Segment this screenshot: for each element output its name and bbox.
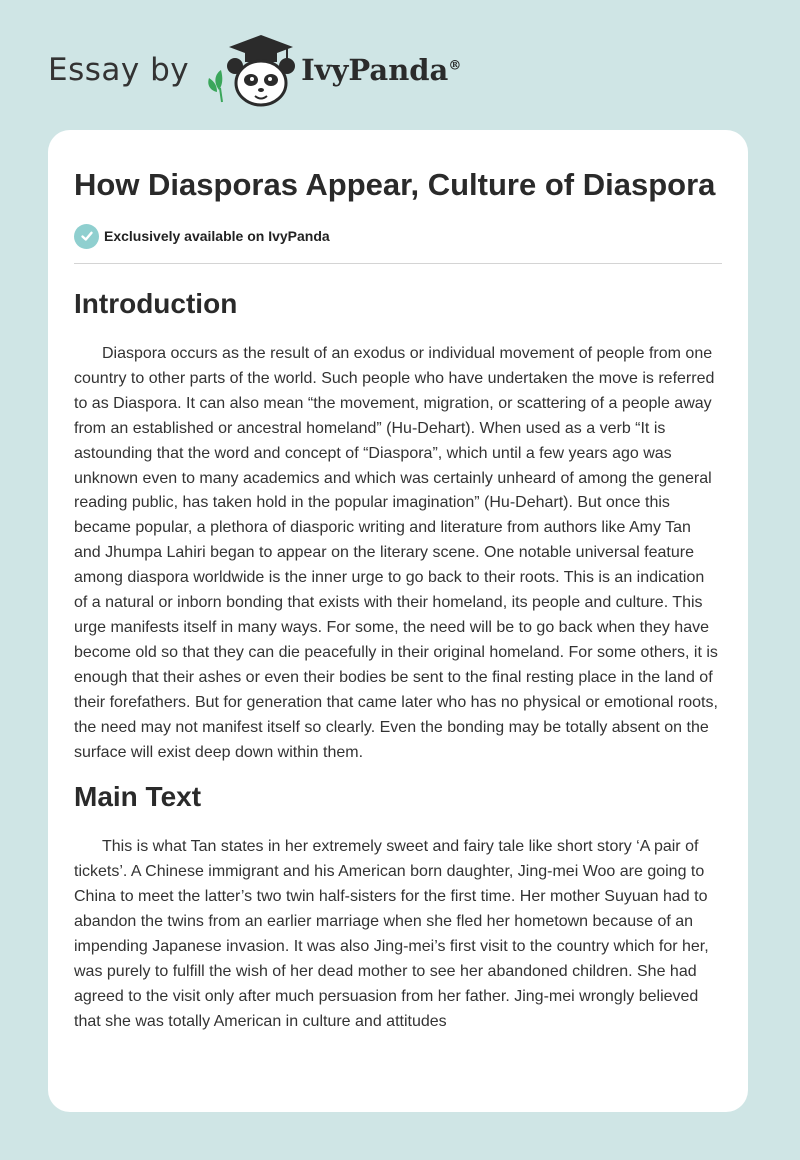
exclusive-badge (74, 222, 722, 250)
essay-card (48, 130, 748, 1112)
section-paragraph-main-text: This is what Tan states in her extremely sweet and fairy tale like short story ‘A pair of tickets’. A Chinese immigrant and his American born daughter, Jing-mei Woo are going to China to meet the latter’s two twin half-sisters for the first time. Her mother Suyuan had to abandon the twins from an earlier marriage when she fled her hometown because of an impending Japanese invasion. It was also Jing-mei’s first visit to the country which for her, was purely to fulfill the wish of her dead mother to see her abandoned children. She had agreed to the visit only after much persuasion from her father. Jing-mei wrongly believed that she was totally American in culture and attitudes (74, 838, 709, 1030)
site-header (48, 30, 461, 110)
section-paragraph-introduction: Diaspora occurs as the result of an exodus or individual movement of people from one country to other parts of the world. Such people who have undertaken the move is referred to as Diaspora. It can also mean “the movement, migration, or scattering of a people away from an established or ancestral homeland” (Hu-Dehart). When used as a verb “It is astounding that the word and concept of “Diaspora”, which until a few years ago was unknown even to many academics and which was certainly unheard of among the general reading public, has taken hold in the popular imagination” (Hu-Dehart). But once this became popular, a plethora of diasporic writing and literature from authors like Amy Tan and Jhumpa Lahiri began to appear on the literary scene. One notable universal feature among diaspora worldwide is the inner urge to go back to their roots. This is an indication of a natural or inborn bonding that exists with their homeland, its people and culture. This urge manifests itself in many ways. For some, the need will be to go back when they have become old so that they can die peacefully in their original homeland. For some others, it is enough that their ashes or even their bodies be sent to the final resting place in the land of their forefathers. But for generation that came later who has no physical or emotional roots, the need may not manifest itself so clearly. Even the bonding may be totally absent on the surface will exist deep down within them. (74, 345, 718, 761)
registered-mark: ® (448, 58, 462, 74)
section-heading-introduction: Introduction (74, 288, 238, 319)
brand-name[interactable]: IvyPanda® (301, 53, 462, 87)
page-title: How Diasporas Appear, Culture of Diaspora (74, 167, 716, 202)
badge-text: Exclusively available on IvyPanda (104, 228, 330, 244)
divider (74, 263, 722, 264)
check-icon (74, 224, 99, 249)
panda-graduate-icon[interactable] (203, 30, 295, 110)
essay-by-label: Essay by (48, 52, 190, 88)
section-heading-main-text: Main Text (74, 781, 202, 813)
